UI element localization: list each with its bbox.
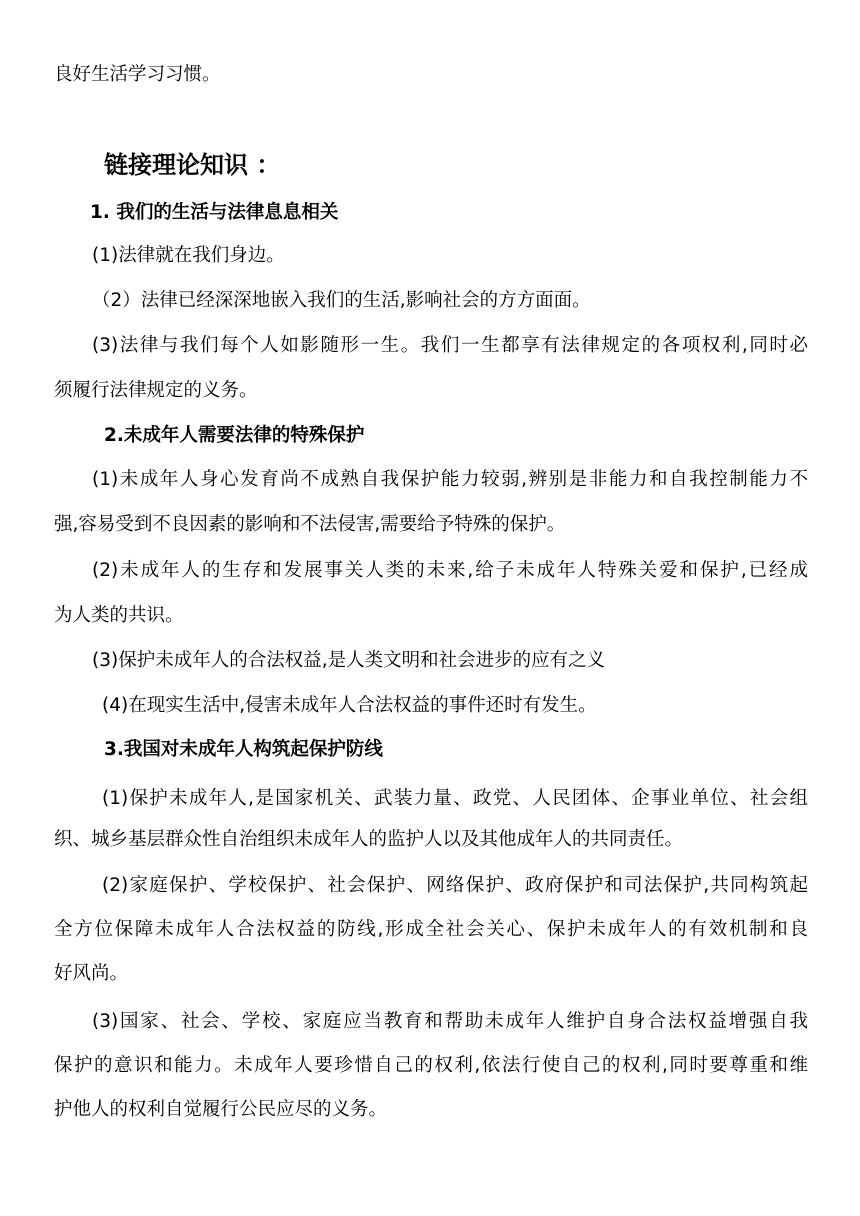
s2-p1-line2: 强,容易受到不良因素的影响和不法侵害,需要给予特殊的保护。	[54, 514, 566, 535]
s3-p2-line3: 好风尚。	[54, 963, 129, 984]
s3-title: 3.我国对未成年人构筑起保护防线	[104, 739, 383, 760]
s2-p4: (4)在现实生活中,侵害未成年人合法权益的事件还时有发生。	[102, 695, 597, 716]
intro-tail-text: 良好生活学习习惯。	[54, 64, 221, 85]
s1-p2: （2）法律已经深深地嵌入我们的生活,影响社会的方方面面。	[92, 290, 591, 311]
s2-p3: (3)保护未成年人的合法权益,是人类文明和社会进步的应有之义	[92, 650, 606, 671]
s3-p2-line1: (2)家庭保护、学校保护、社会保护、网络保护、政府保护和司法保护,共同构筑起	[102, 875, 808, 896]
s2-title: 2.未成年人需要法律的特殊保护	[104, 425, 365, 446]
s1-p3-line1: (3)法律与我们每个人如影随形一生。我们一生都享有法律规定的各项权利,同时必	[92, 335, 808, 356]
s3-p3-line2: 保护的意识和能力。未成年人要珍惜自己的权利,依法行使自己的权利,同时要尊重和维	[54, 1055, 808, 1076]
section-title: 链接理论知识 ：	[104, 151, 281, 179]
s3-p1-line2: 织、城乡基层群众性自治组织未成年人的监护人以及其他成年人的共同责任。	[54, 829, 684, 850]
s3-p2-line2: 全方位保障未成年人合法权益的防线,形成全社会关心、保护未成年人的有效机制和良	[54, 919, 808, 940]
s1-p1: (1)法律就在我们身边。	[92, 245, 285, 266]
s2-p2-line1: (2)未成年人的生存和发展事关人类的未来,给子未成年人特殊关爱和保护,已经成	[92, 560, 808, 581]
s1-p3-line2: 须履行法律规定的义务。	[54, 380, 258, 401]
s3-p3-line1: (3)国家、社会、学校、家庭应当教育和帮助未成年人维护自身合法权益增强自我	[92, 1011, 808, 1032]
s2-p1-line1: (1)未成年人身心发育尚不成熟自我保护能力较弱,辨别是非能力和自我控制能力不	[92, 469, 808, 490]
s2-p2-line2: 为人类的共识。	[54, 605, 184, 626]
s1-title: 1. 我们的生活与法律息息相关	[90, 202, 339, 223]
s3-p1-line1: (1)保护未成年人,是国家机关、武装力量、政党、人民团体、企事业单位、社会组	[102, 788, 808, 809]
s3-p3-line3: 护他人的权利自觉履行公民应尽的义务。	[54, 1099, 388, 1120]
